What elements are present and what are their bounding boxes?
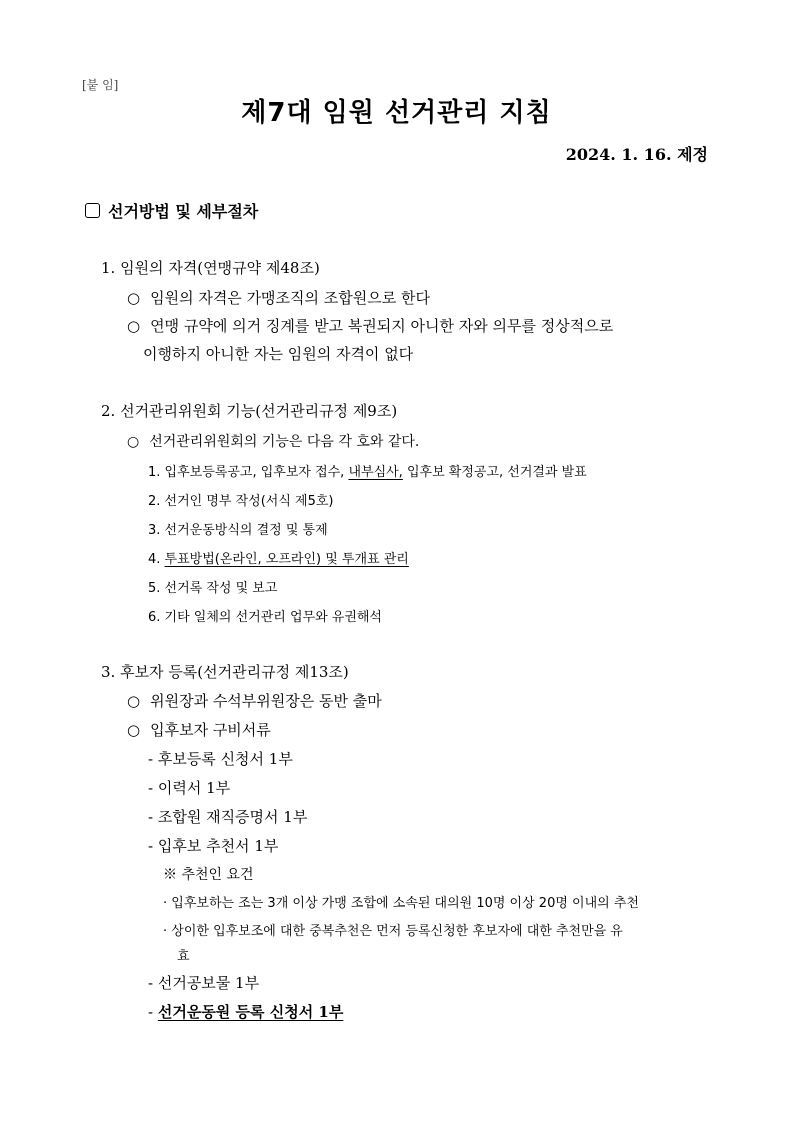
s2-bullet-text: 선거관리위원회의 기능은 다음 각 호와 같다. [149,434,420,450]
s3-doc-6 [148,1001,343,1022]
s2-item-4-underlined: 투표방법(온라인, 오프라인) 및 투개표 관리 [164,552,409,567]
circle-bullet-icon: ○ [127,692,141,710]
s3-doc-6-text: 선거운동원 등록 신청서 1부 [157,1003,344,1021]
section-heading-text: 선거방법 및 세부절차 [108,202,259,221]
circle-bullet-icon: ○ [127,721,141,739]
s2-item-4-number: 4. [148,552,165,567]
s2-heading: 2. 선거관리위원회 기능(선거관리규정 제9조) [101,402,398,420]
s3-doc-3: - 조합원 재직증명서 1부 [148,808,308,826]
attachment-label: [붙 임] [82,78,119,92]
circle-bullet-icon: ○ [127,434,140,450]
s2-bullet [127,431,419,451]
s3-bullet-1 [127,690,382,711]
s2-item-5: 5. 선거록 작성 및 보고 [148,581,278,596]
s3-doc-5: - 선거공보물 1부 [148,974,260,992]
square-box-icon [85,203,100,218]
s2-item-4 [148,548,409,567]
circle-bullet-icon: ○ [127,317,141,335]
s2-item-1-part-a: 1. 입후보등록공고, 입후보자 접수, [148,465,349,480]
s3-bullet-2 [127,719,271,740]
s3-doc-4: - 입후보 추천서 1부 [148,837,279,855]
s3-bullet-2-text: 입후보자 구비서류 [150,721,271,739]
s3-doc-1: - 후보등록 신청서 1부 [148,750,293,768]
s3-heading: 3. 후보자 등록(선거관리규정 제13조) [101,663,349,681]
s2-item-3: 3. 선거운동방식의 결정 및 통제 [148,523,328,538]
s3-bullet-1-text: 위원장과 수석부위원장은 동반 출마 [150,692,382,710]
section-heading [85,199,258,222]
page-title: 제7대 임원 선거관리 지침 [241,98,552,128]
circle-bullet-icon: ○ [127,289,141,307]
s2-item-2: 2. 선거인 명부 작성(서식 제5호) [148,494,334,509]
s3-note-title: ※ 추천인 요건 [163,867,254,883]
s2-item-1 [148,461,587,480]
s3-doc-6-dash: - [148,1003,158,1021]
s1-bullet-1-text: 임원의 자격은 가맹조직의 조합원으로 한다 [150,289,430,307]
s2-item-6: 6. 기타 일체의 선거관리 업무와 유권해석 [148,610,382,625]
s2-item-1-underlined: 내부심사, [348,465,403,480]
s1-bullet-2 [127,315,613,336]
s2-item-1-part-c: 입후보 확정공고, 선거결과 발표 [402,465,587,480]
enactment-date: 2024. 1. 16. 제정 [565,145,708,164]
s3-note-2: · 상이한 입후보조에 대한 중복추천은 먼저 등록신청한 후보자에 대한 추천만을 유 [163,924,623,939]
s3-note-2-cont: 효 [177,949,190,964]
s1-bullet-1 [127,287,430,308]
s1-bullet-2-cont: 이행하지 아니한 자는 임원의 자격이 없다 [143,345,414,363]
s3-doc-2: - 이력서 1부 [148,779,231,797]
s3-note-1: · 입후보하는 조는 3개 이상 가맹 조합에 소속된 대의원 10명 이상 20명 이내의 추천 [163,896,639,911]
s1-heading: 1. 임원의 자격(연맹규약 제48조) [101,259,320,277]
s1-bullet-2-text: 연맹 규약에 의거 징계를 받고 복권되지 아니한 자와 의무를 정상적으로 [150,317,614,335]
